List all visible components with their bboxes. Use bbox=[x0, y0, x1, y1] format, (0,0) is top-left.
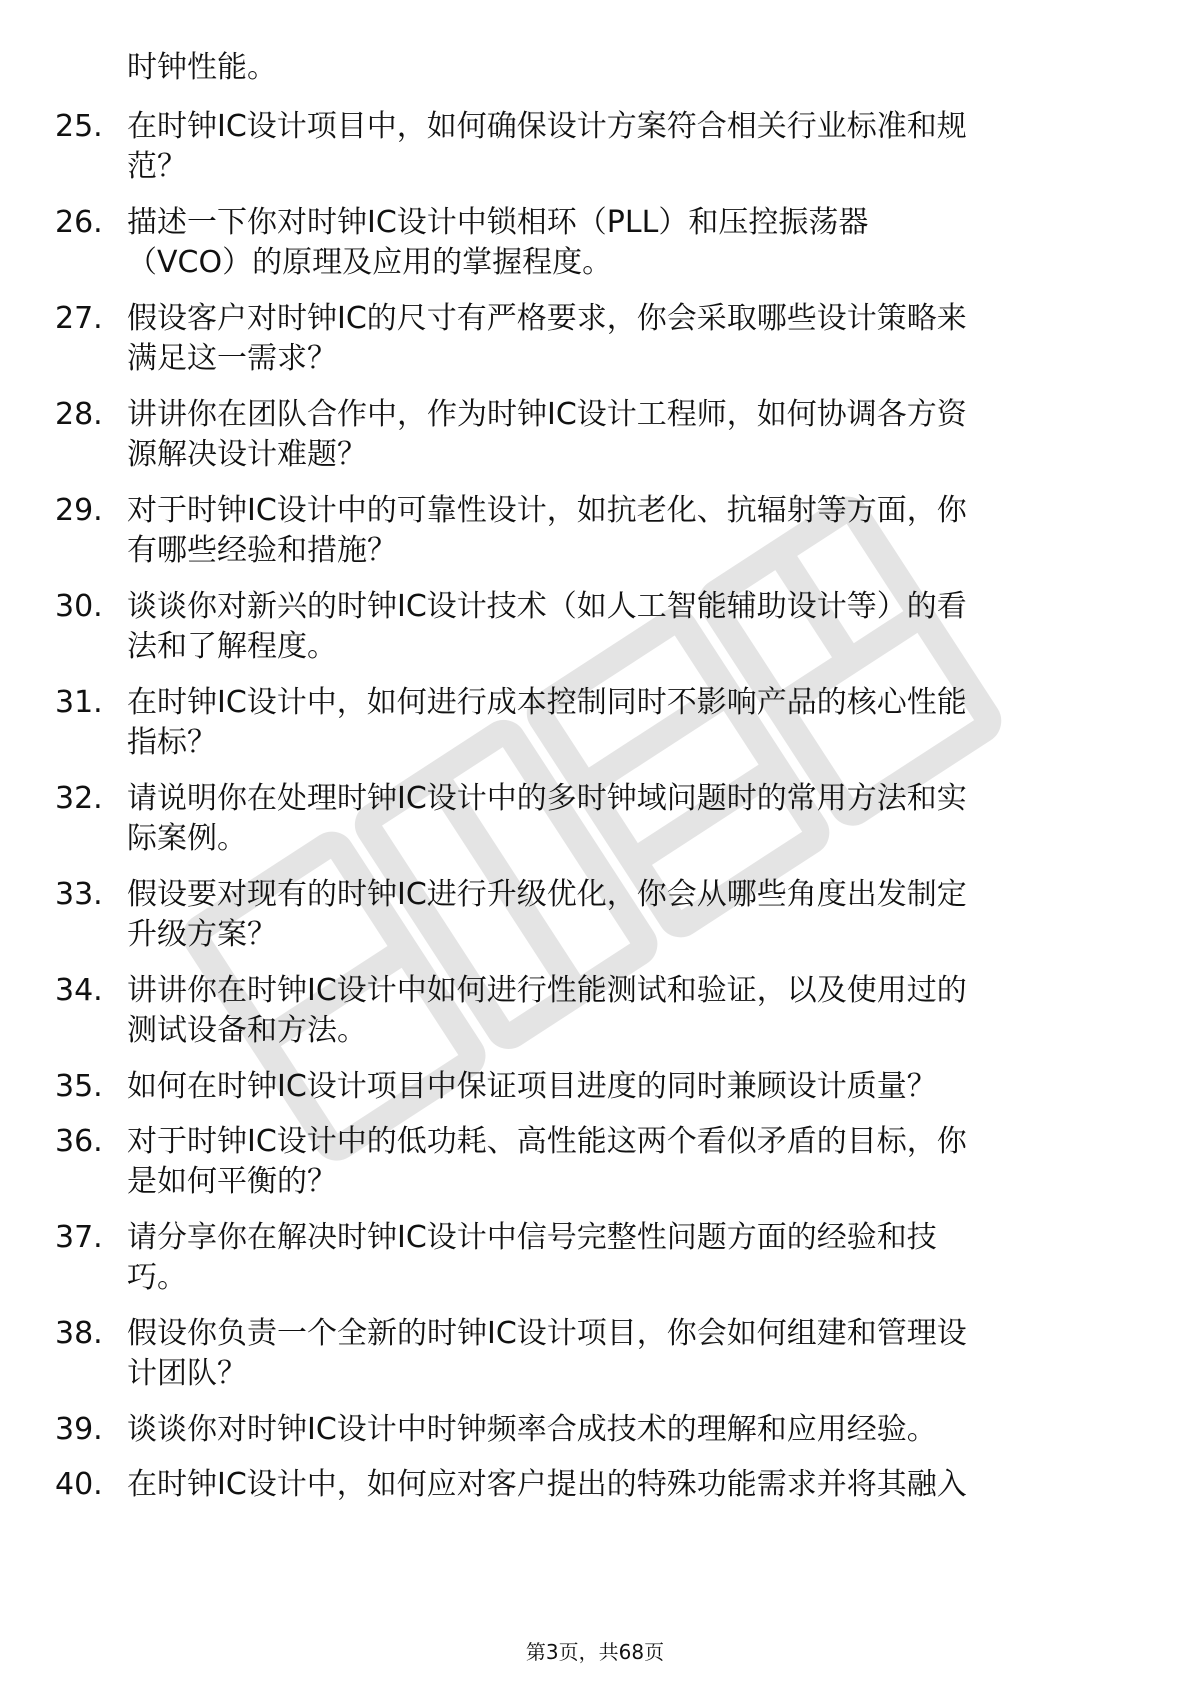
item-text: 讲讲你在团队合作中，作为时钟IC设计工程师，如何协调各方资 源解决设计难题？ bbox=[127, 397, 967, 472]
list-item bbox=[55, 107, 1135, 187]
item-number: 40. bbox=[55, 1467, 103, 1502]
item-text: 假设要对现有的时钟IC进行升级优化，你会从哪些角度出发制定 升级方案？ bbox=[127, 877, 967, 952]
list-item bbox=[55, 875, 1135, 955]
list-item bbox=[55, 491, 1135, 571]
item-text: 在时钟IC设计中，如何应对客户提出的特殊功能需求并将其融入 bbox=[127, 1467, 967, 1502]
list-item bbox=[55, 587, 1135, 667]
list-item bbox=[55, 1410, 1135, 1450]
item-text: 谈谈你对时钟IC设计中时钟频率合成技术的理解和应用经验。 bbox=[127, 1412, 937, 1447]
list-item bbox=[55, 1218, 1135, 1298]
item-text: 假设你负责一个全新的时钟IC设计项目，你会如何组建和管理设 计团队？ bbox=[127, 1316, 967, 1391]
list-item bbox=[55, 779, 1135, 859]
item-number: 31. bbox=[55, 685, 103, 720]
item-number: 27. bbox=[55, 301, 103, 336]
item-number: 25. bbox=[55, 109, 103, 144]
list-item bbox=[55, 1314, 1135, 1394]
list-item bbox=[55, 203, 1135, 283]
item-text: 谈谈你对新兴的时钟IC设计技术（如人工智能辅助设计等）的看 法和了解程度。 bbox=[127, 589, 967, 664]
item-number: 32. bbox=[55, 781, 103, 816]
continuation-text: 时钟性能。 bbox=[127, 50, 277, 85]
item-text: 请分享你在解决时钟IC设计中信号完整性问题方面的经验和技 巧。 bbox=[127, 1220, 937, 1295]
item-text: 对于时钟IC设计中的低功耗、高性能这两个看似矛盾的目标，你 是如何平衡的？ bbox=[127, 1124, 967, 1199]
item-number: 29. bbox=[55, 493, 103, 528]
item-number: 37. bbox=[55, 1220, 103, 1255]
item-number: 35. bbox=[55, 1069, 103, 1104]
item-number: 39. bbox=[55, 1412, 103, 1447]
item-number: 33. bbox=[55, 877, 103, 912]
item-number: 36. bbox=[55, 1124, 103, 1159]
list-item bbox=[55, 1122, 1135, 1202]
list-item bbox=[55, 971, 1135, 1051]
list-item bbox=[55, 299, 1135, 379]
item-number: 30. bbox=[55, 589, 103, 624]
item-number: 28. bbox=[55, 397, 103, 432]
list-item bbox=[55, 1465, 1135, 1505]
list-item bbox=[55, 395, 1135, 475]
item-text: 如何在时钟IC设计项目中保证项目进度的同时兼顾设计质量？ bbox=[127, 1069, 937, 1104]
item-text: 在时钟IC设计中，如何进行成本控制同时不影响产品的核心性能 指标？ bbox=[127, 685, 967, 760]
list-item bbox=[55, 683, 1135, 763]
item-text: 对于时钟IC设计中的可靠性设计，如抗老化、抗辐射等方面，你 有哪些经验和措施？ bbox=[127, 493, 967, 568]
item-text: 在时钟IC设计项目中，如何确保设计方案符合相关行业标准和规 范？ bbox=[127, 109, 967, 184]
item-text: 讲讲你在时钟IC设计中如何进行性能测试和验证，以及使用过的 测试设备和方法。 bbox=[127, 973, 967, 1048]
item-number: 34. bbox=[55, 973, 103, 1008]
item-text: 假设客户对时钟IC的尺寸有严格要求，你会采取哪些设计策略来 满足这一需求？ bbox=[127, 301, 967, 376]
item-number: 38. bbox=[55, 1316, 103, 1351]
item-text: 请说明你在处理时钟IC设计中的多时钟域问题时的常用方法和实 际案例。 bbox=[127, 781, 967, 856]
list-item bbox=[55, 1067, 1135, 1107]
page-footer: 第3页，共68页 bbox=[525, 1640, 665, 1664]
item-text: 描述一下你对时钟IC设计中锁相环（PLL）和压控振荡器 （VCO）的原理及应用的掌握程度。 bbox=[127, 205, 869, 280]
item-number: 26. bbox=[55, 205, 103, 240]
